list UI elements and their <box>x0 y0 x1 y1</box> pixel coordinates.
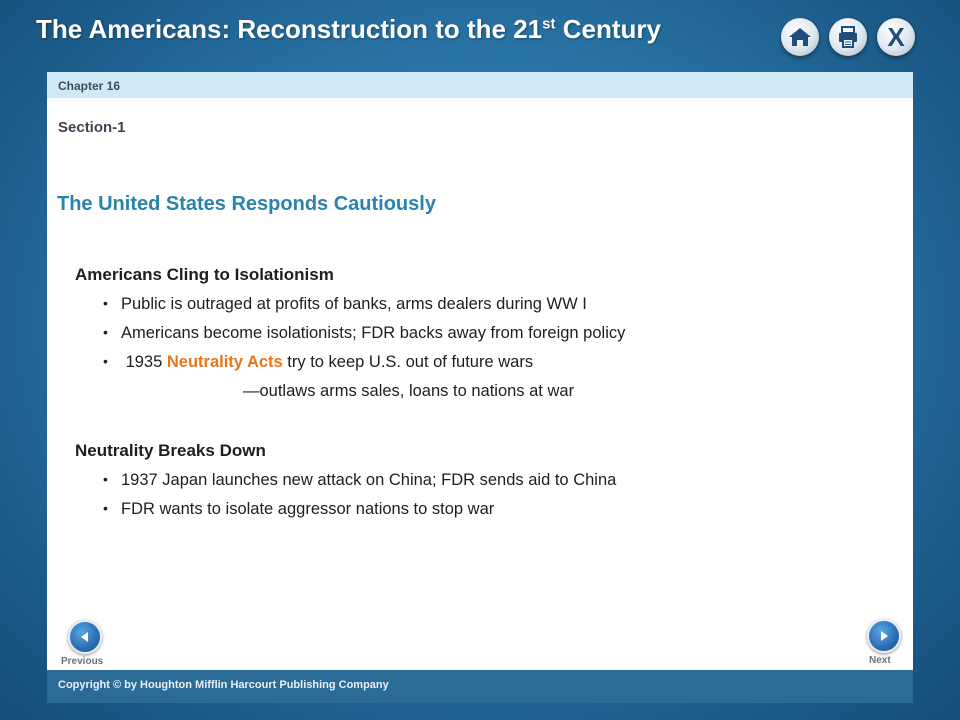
next-button[interactable] <box>867 619 901 653</box>
bullet-item: • 1937 Japan launches new attack on China; FDR sends aid to China <box>121 471 616 490</box>
print-button[interactable] <box>829 18 867 56</box>
previous-button[interactable] <box>68 620 102 654</box>
title-main: The Americans: Reconstruction to the 21 <box>36 14 543 44</box>
home-button[interactable] <box>781 18 819 56</box>
bullet-item: • Public is outraged at profits of banks, arms dealers during WW I <box>121 295 587 314</box>
copyright-text: Copyright © by Houghton Mifflin Harcourt Publishing Company <box>58 679 389 691</box>
slide-heading: The United States Responds Cautiously <box>57 193 436 215</box>
bullet-prefix: 1935 <box>121 353 167 371</box>
content-panel <box>47 72 913 670</box>
bullet-item: • Americans become isolationists; FDR backs away from foreign policy <box>121 324 625 343</box>
print-icon <box>836 25 860 49</box>
title-end: Century <box>555 14 661 44</box>
bullet-item-neutrality-acts <box>121 353 533 372</box>
section-label: Section-1 <box>58 119 126 136</box>
neutrality-acts-term: Neutrality Acts <box>166 353 283 371</box>
bullet-item: • FDR wants to isolate aggressor nations to stop war <box>121 500 494 519</box>
arrow-right-icon <box>877 629 891 643</box>
arrow-left-icon <box>78 630 92 644</box>
chapter-label: Chapter 16 <box>58 79 121 93</box>
bullet-subline: —outlaws arms sales, loans to nations at war <box>243 382 575 400</box>
home-icon <box>787 25 813 49</box>
close-button[interactable] <box>877 18 915 56</box>
close-icon: X <box>887 22 905 52</box>
bullet-suffix: try to keep U.S. out of future wars <box>282 353 534 371</box>
subhead-isolationism: Americans Cling to Isolationism <box>75 265 334 284</box>
title-superscript: st <box>542 15 556 33</box>
subhead-neutrality-breaks: Neutrality Breaks Down <box>75 441 266 460</box>
footer-bar <box>47 670 913 703</box>
next-label: Next <box>869 655 891 666</box>
app-title <box>36 14 661 45</box>
chapter-bar <box>47 72 913 98</box>
previous-label: Previous <box>61 656 104 667</box>
